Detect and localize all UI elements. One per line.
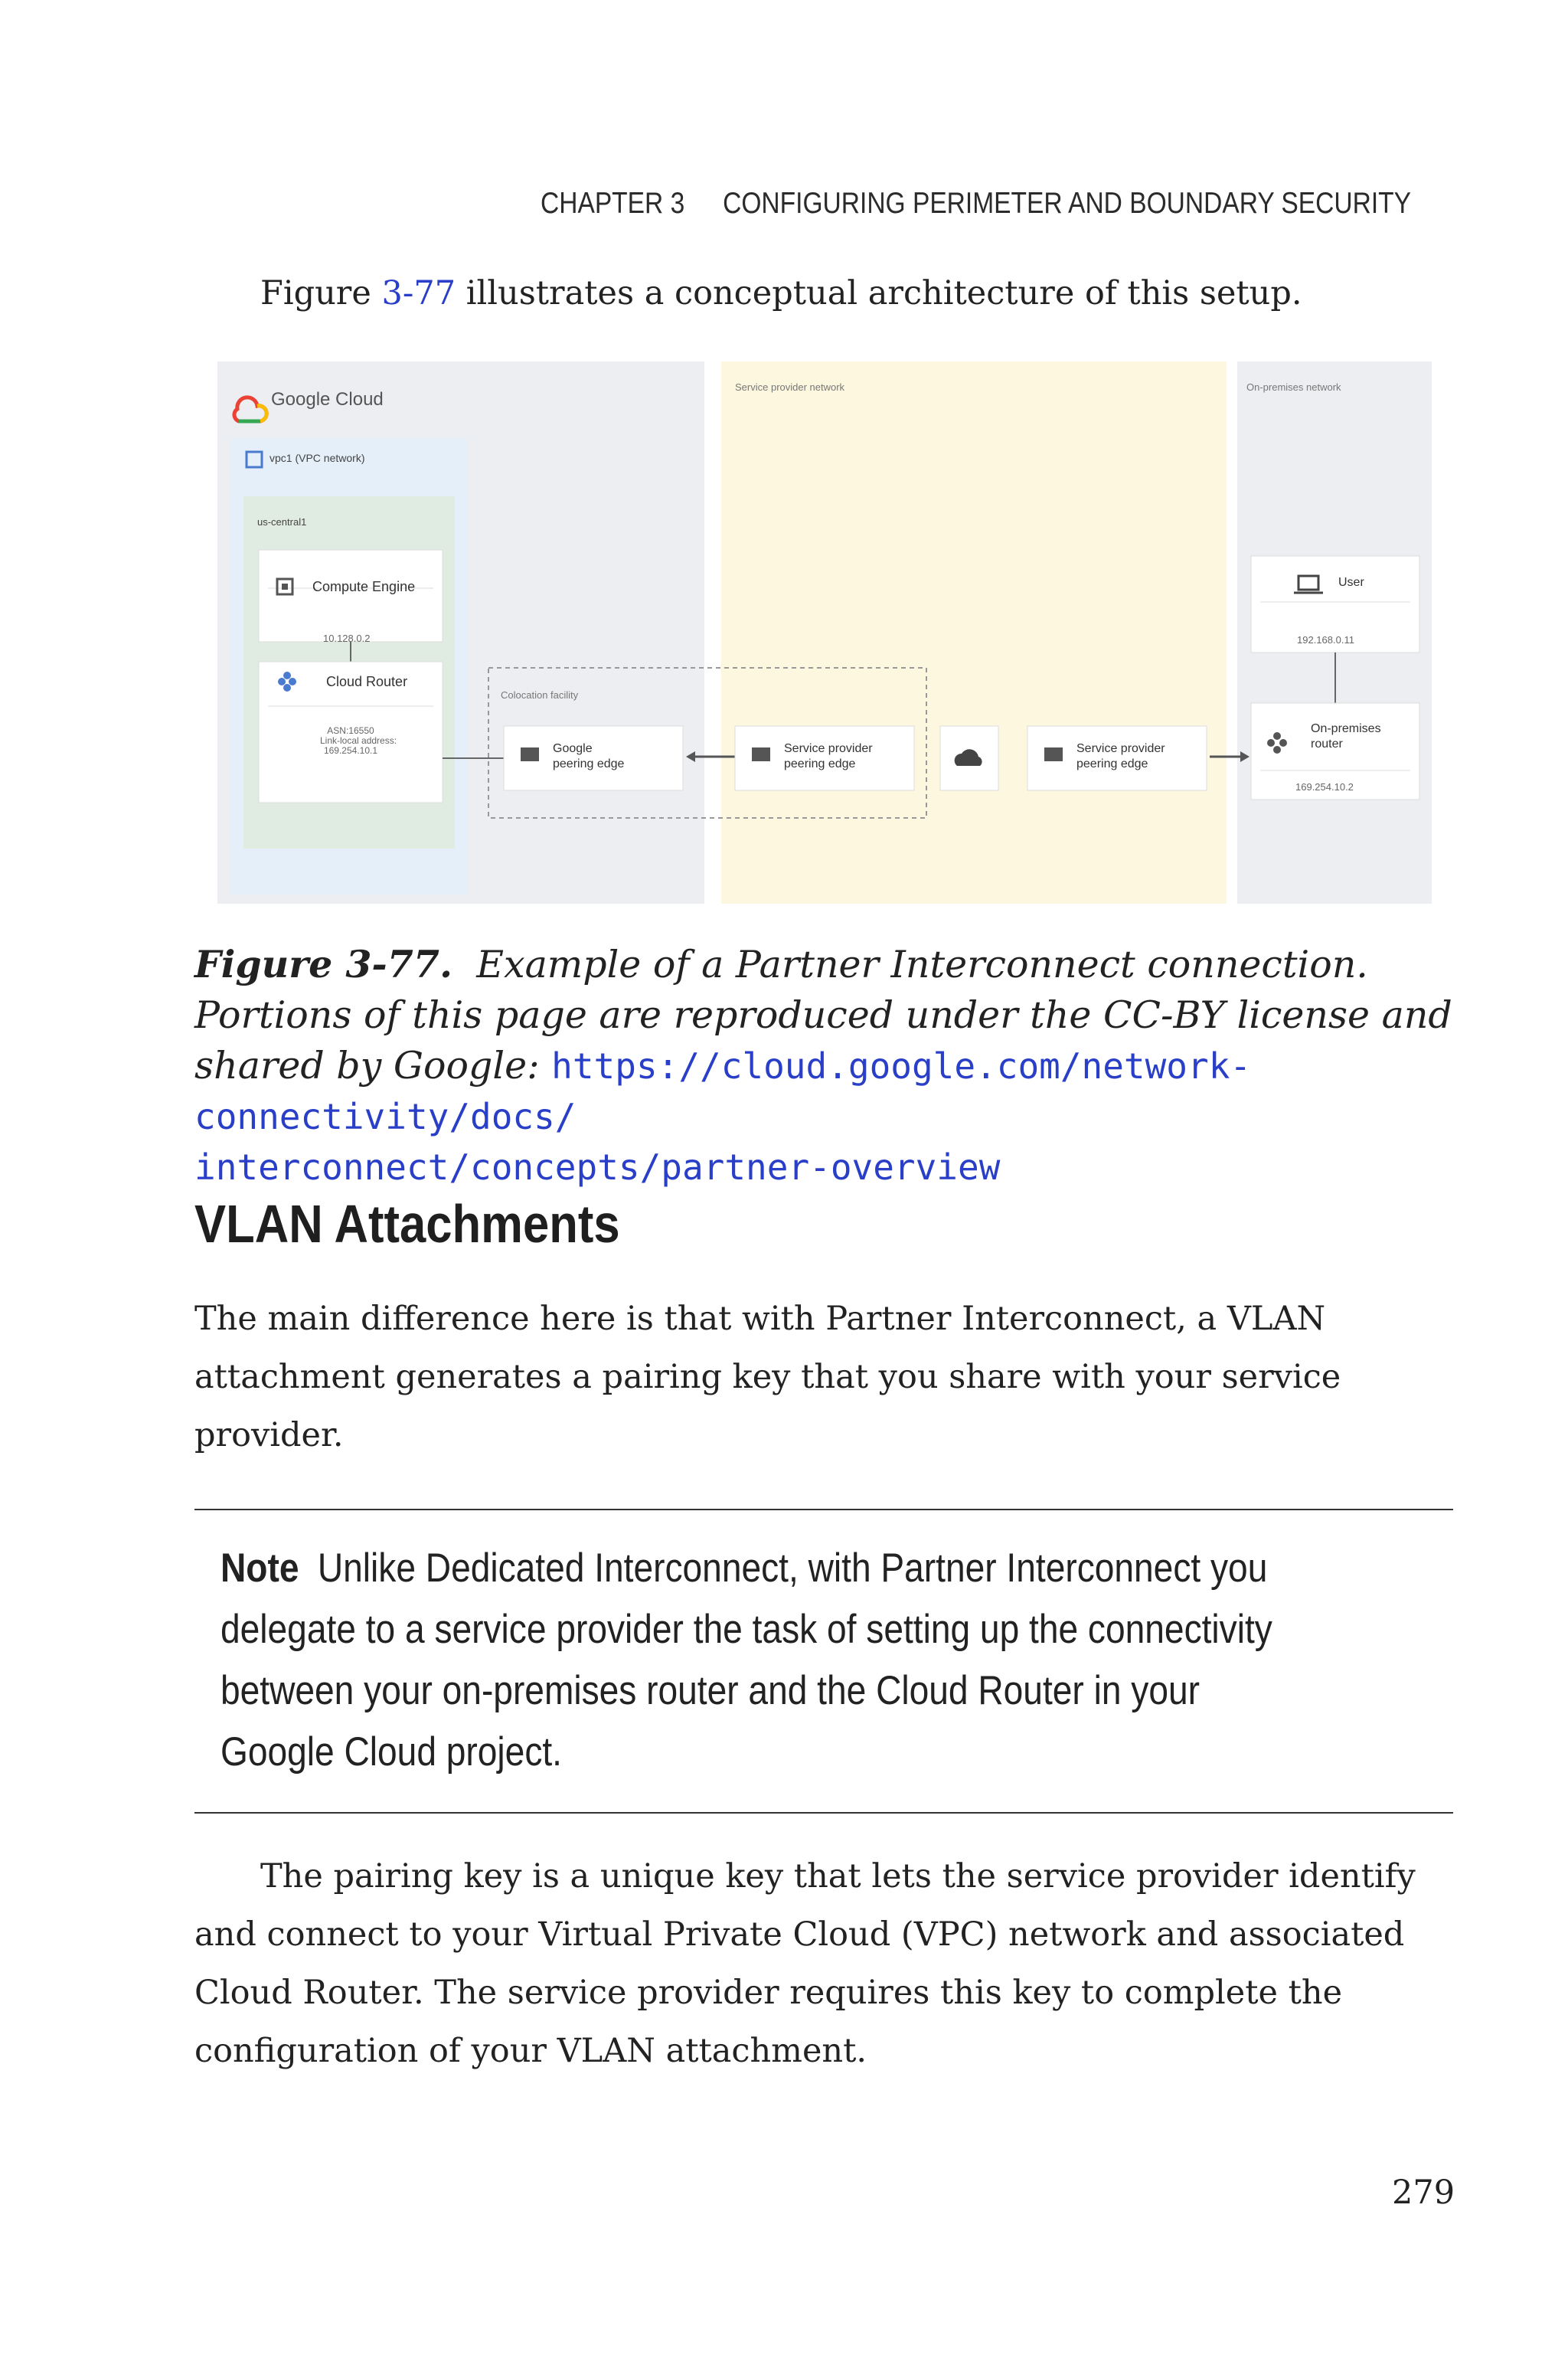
google-peering-line1: Google [553, 742, 593, 755]
user-ip: 192.168.0.11 [1297, 634, 1354, 646]
intro-pre: Figure [260, 274, 382, 312]
caption-label: Figure 3-77. [194, 942, 453, 986]
sp-peering-2-line1: Service provider [1076, 742, 1165, 755]
sp-peering-icon-1 [752, 747, 770, 761]
note-block [220, 1538, 1313, 1783]
region-label: us-central1 [257, 516, 307, 528]
vpc-label: vpc1 (VPC network) [270, 452, 365, 464]
compute-engine-card [259, 550, 443, 642]
google-peering-label [553, 741, 624, 772]
intro-post: illustrates a conceptual architecture of this setup. [456, 274, 1302, 312]
google-cloud-label: Google Cloud [271, 389, 384, 410]
note-top-rule [194, 1509, 1453, 1510]
paragraph-2: The pairing key is a unique key that lets the service provider identify and connect to your Virtual Private Cloud (VPC) network and associated Cloud Router. The service provider requires this key to complete the configuration of your VLAN attachment. [194, 1857, 1416, 2070]
caption-url-line2[interactable]: interconnect/concepts/partner-overview [194, 1146, 1001, 1188]
note-label: Note [220, 1546, 299, 1591]
intro-sentence [260, 274, 1302, 312]
compute-engine-ip: 10.128.0.2 [323, 633, 371, 644]
cloud-router-label: Cloud Router [326, 674, 408, 689]
cloud-router-asn: ASN:16550 [327, 725, 374, 736]
sp-peering-label-1 [784, 741, 873, 772]
paragraph-1: The main difference here is that with Partner Interconnect, a VLAN attachment generates a pairing key that you share with your service provider. [194, 1300, 1341, 1454]
cloud-router-link-local: 169.254.10.1 [323, 745, 378, 756]
cloud-router-link-local-label: Link-local address: [320, 735, 397, 746]
colocation-label: Colocation facility [501, 689, 579, 701]
compute-engine-label: Compute Engine [312, 579, 416, 594]
google-peering-icon [521, 747, 539, 761]
architecture-diagram [217, 361, 1432, 904]
onprem-router-label [1311, 721, 1381, 752]
chapter-label: CHAPTER 3 [541, 187, 685, 220]
on-premises-network-label: On-premises network [1246, 381, 1341, 393]
running-header [541, 187, 1411, 221]
chapter-title: CONFIGURING PERIMETER AND BOUNDARY SECURITY [723, 187, 1412, 220]
page-number: 279 [1392, 2174, 1455, 2212]
figure-caption [194, 939, 1458, 1192]
sp-peering-2-line2: peering edge [1076, 757, 1148, 770]
service-provider-region-bg [721, 361, 1227, 904]
note-text: Unlike Dedicated Interconnect, with Partner Interconnect you delegate to a service provider the task of setting up the connectivity between your on-premises router and the Cloud Router in your Google Cloud project. [220, 1546, 1272, 1775]
cloud-router-details [320, 725, 397, 756]
note-bottom-rule [194, 1812, 1453, 1814]
sp-peering-1-line1: Service provider [784, 742, 873, 755]
service-provider-network-label: Service provider network [735, 381, 845, 393]
sp-peering-1-line2: peering edge [784, 757, 856, 770]
caption-url-line1[interactable]: https://cloud.google.com/network-connectivity/docs/ [194, 1045, 1252, 1137]
onprem-router-line1: On-premises [1311, 722, 1381, 735]
sp-peering-label-2 [1076, 741, 1165, 772]
user-label: User [1338, 576, 1364, 589]
section-heading: VLAN Attachments [194, 1194, 620, 1254]
sp-peering-icon-2 [1044, 747, 1063, 761]
caption-text: Example of a Partner Interconnect connection. Portions of this page are reproduced under the CC-BY license and shared by Google: [194, 943, 1452, 1088]
figure-ref-link[interactable]: 3-77 [381, 274, 456, 312]
google-peering-line2: peering edge [553, 757, 625, 770]
onprem-router-ip: 169.254.10.2 [1295, 781, 1354, 793]
onprem-router-line2: router [1311, 738, 1343, 751]
